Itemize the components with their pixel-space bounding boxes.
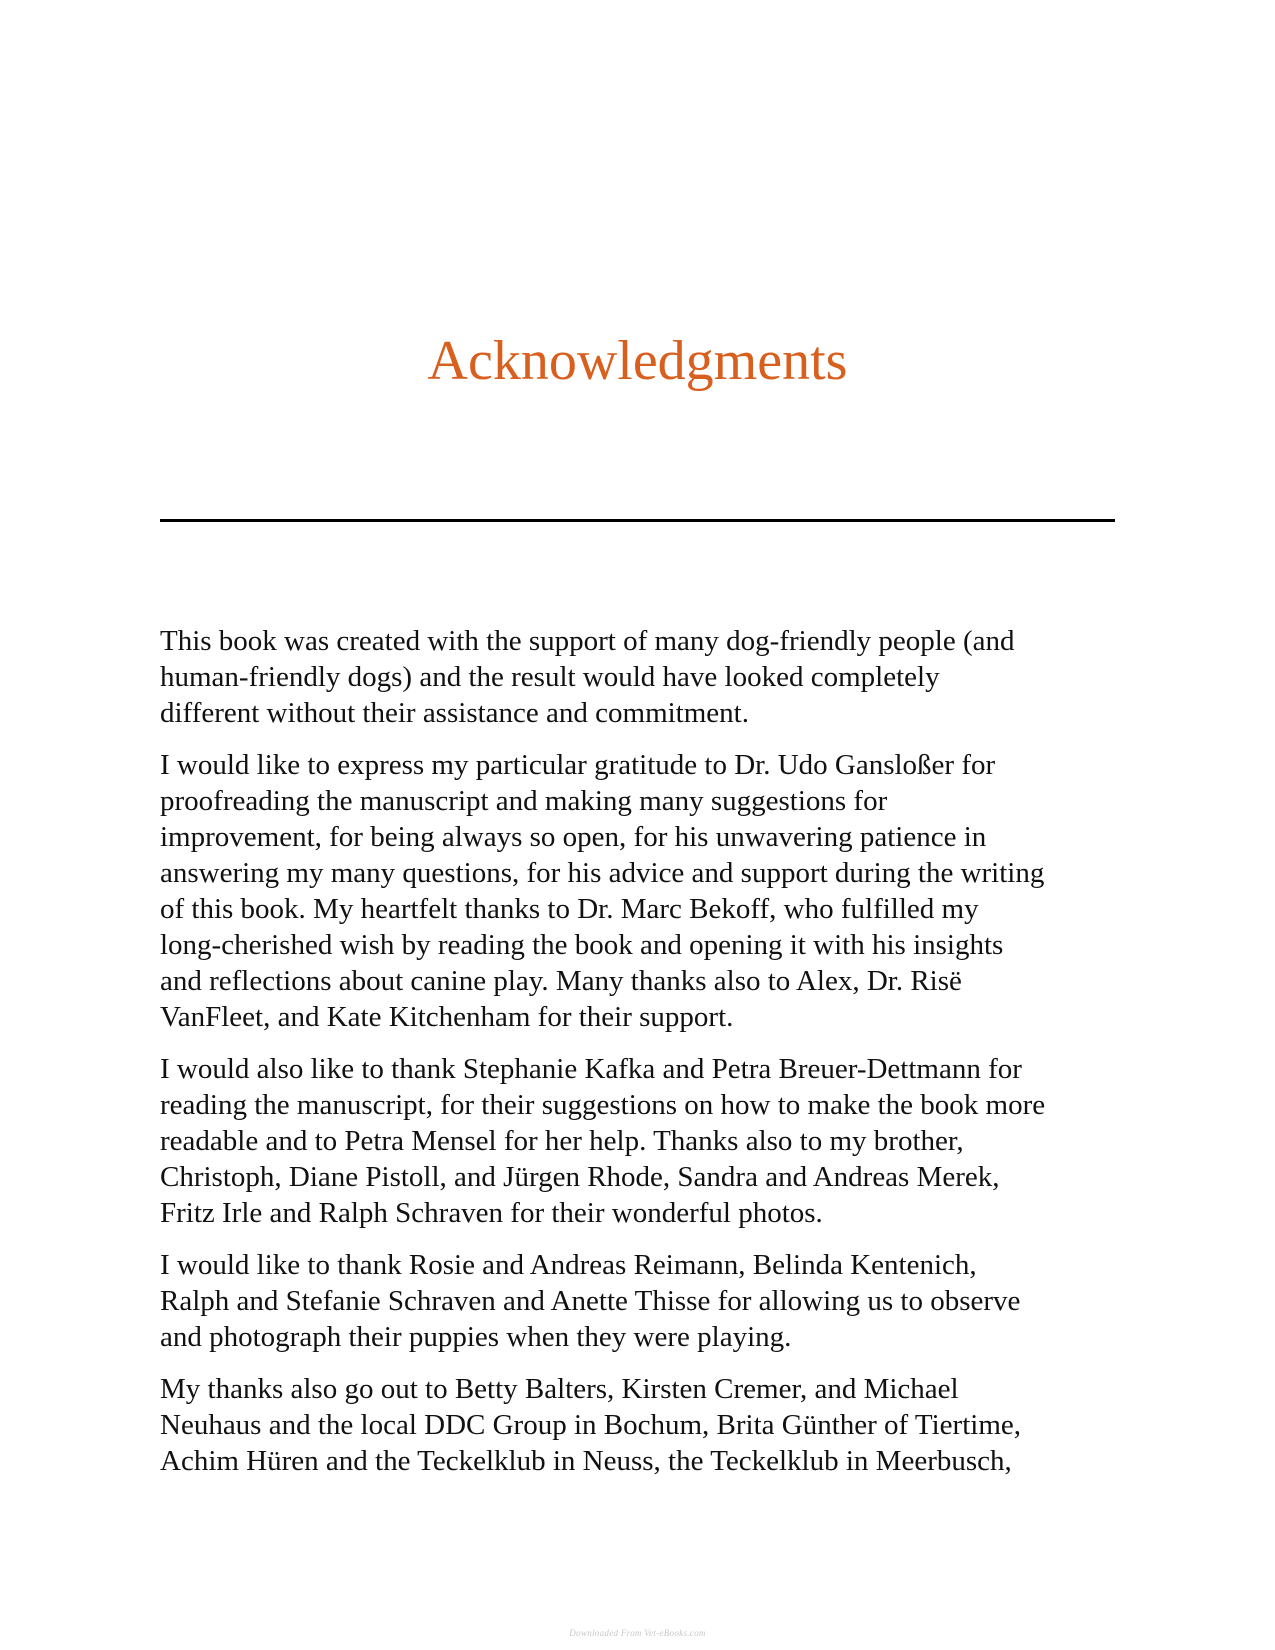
paragraph: I would also like to thank Stephanie Kafka and Petra Breuer-Dettmann for reading the manuscript, for their suggestions on how to make the book more readable and to Petra Mensel for her help. Thanks also to my brother, Christoph, Diane Pistoll, and Jürgen Rhode, Sandra and Andreas Merek, Fritz Irle and Ralph Schraven for their wonderful photos.	[160, 1053, 1046, 1229]
paragraph: I would like to express my particular gratitude to Dr. Udo Gansloßer for proofreading the manuscript and making many suggestions for improvement, for being always so open, for his unwavering patience in answering my many questions, for his advice and support during the writing of this book. My heartfelt thanks to Dr. Marc Bekoff, who fulfilled my long-cherished wish by reading the book and opening it with his insights and reflections about canine play. Many thanks also to Alex, Dr. Risë VanFleet, and Kate Kitchenham for their support.	[160, 749, 1045, 1033]
footer-watermark: Downloaded From Vet-eBooks.com	[569, 1628, 706, 1638]
page-title: Acknowledgments	[427, 330, 848, 392]
paragraph: I would like to thank Rosie and Andreas Reimann, Belinda Kentenich, Ralph and Stefanie Schraven and Anette Thisse for allowing us to observe and photograph their puppies when they were playing.	[160, 1249, 1021, 1353]
paragraph: This book was created with the support of many dog-friendly people (and human-friendly dogs) and the result would have looked completely different without their assistance and commitment.	[160, 625, 1015, 729]
paragraph: My thanks also go out to Betty Balters, Kirsten Cremer, and Michael Neuhaus and the local DDC Group in Bochum, Brita Günther of Tiertime, Achim Hüren and the Teckelklub in Neuss, the Teckelklub in Meerbusch,	[160, 1373, 1022, 1477]
body-text	[160, 623, 1120, 1495]
title-divider	[160, 519, 1115, 522]
